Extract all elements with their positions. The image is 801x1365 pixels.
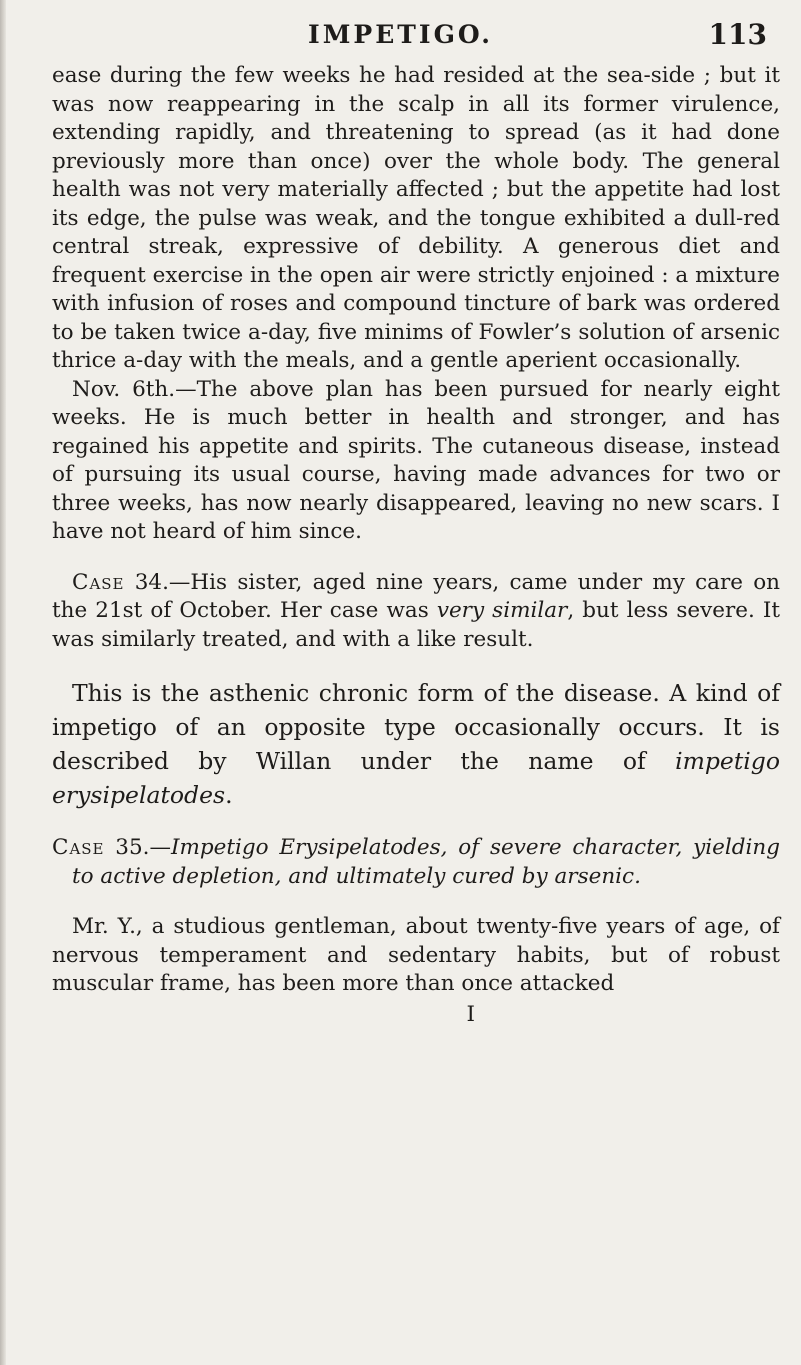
case-35-number: 35.— [104,835,171,860]
signature-mark: I [466,1001,475,1027]
paragraph-nov-6th: Nov. 6th.—The above plan has been pursued for nearly eight weeks. He is much better in health and stronger, and has regained his appetite and spirits. The cutaneous disease, instead of pursuing its usual course, having made advances for two or three weeks, has now nearly disappeared, leaving no new scars. I have not heard of him since. [52,376,780,544]
case-34-end: , but less severe. It was similarly treated, and with a like result. [52,598,781,652]
case-label: Case [72,569,125,595]
paragraph-mr-y: Mr. Y., a studious gentleman, about twenty-five years of age, of nervous temperament and sedentary habits, but of robust muscular frame, has been more than once attacked [52,914,780,996]
paragraph-case-34 [52,569,780,655]
running-head: IMPETIGO. [308,20,493,49]
page-number: 113 [708,18,767,51]
impetigo-term: impetigo erysipelatodes [52,747,780,809]
case-34-text: 34.—His sister, aged nine years, came under my care on the 21st of October. Her case was [52,569,780,623]
page-edge [0,0,6,1365]
case-35-title: Impetigo Erysipelatodes, of severe character, yielding to active depletion, and ultimately cured by arsenic. [72,835,780,889]
case-label: Case [52,835,105,860]
paragraph-continuation: ease during the few weeks he had resided at the sea-side ; but it was now reappearing in the scalp in all its former virulence, extending rapidly, and threatening to spread (as it had done previously more than once) over the whole body. The general health was not very materially affected ; but the appetite had lost its edge, the pulse was weak, and the tongue exhibited a dull-red central streak, expressive of debility. A generous diet and frequent exercise in the open air were strictly enjoined : a mixture with infusion of roses and compound tincture of bark was ordered to be taken twice a-day, five minims of Fowler’s solution of arsenic thrice a-day with the meals, and a gentle aperient occasionally. [52,63,780,373]
body-text [52,62,780,1029]
page-header [0,14,801,54]
asthenic-text: This is the asthenic chronic form of the disease. A kind of impetigo of an opposite type occasionally occurs. It is described by Willan under the name of [52,679,780,775]
asthenic-end: . [225,781,233,809]
paragraph-asthenic-form [52,676,780,812]
case-35-heading [52,834,780,891]
case-34-emphasis: very similar [436,598,568,623]
